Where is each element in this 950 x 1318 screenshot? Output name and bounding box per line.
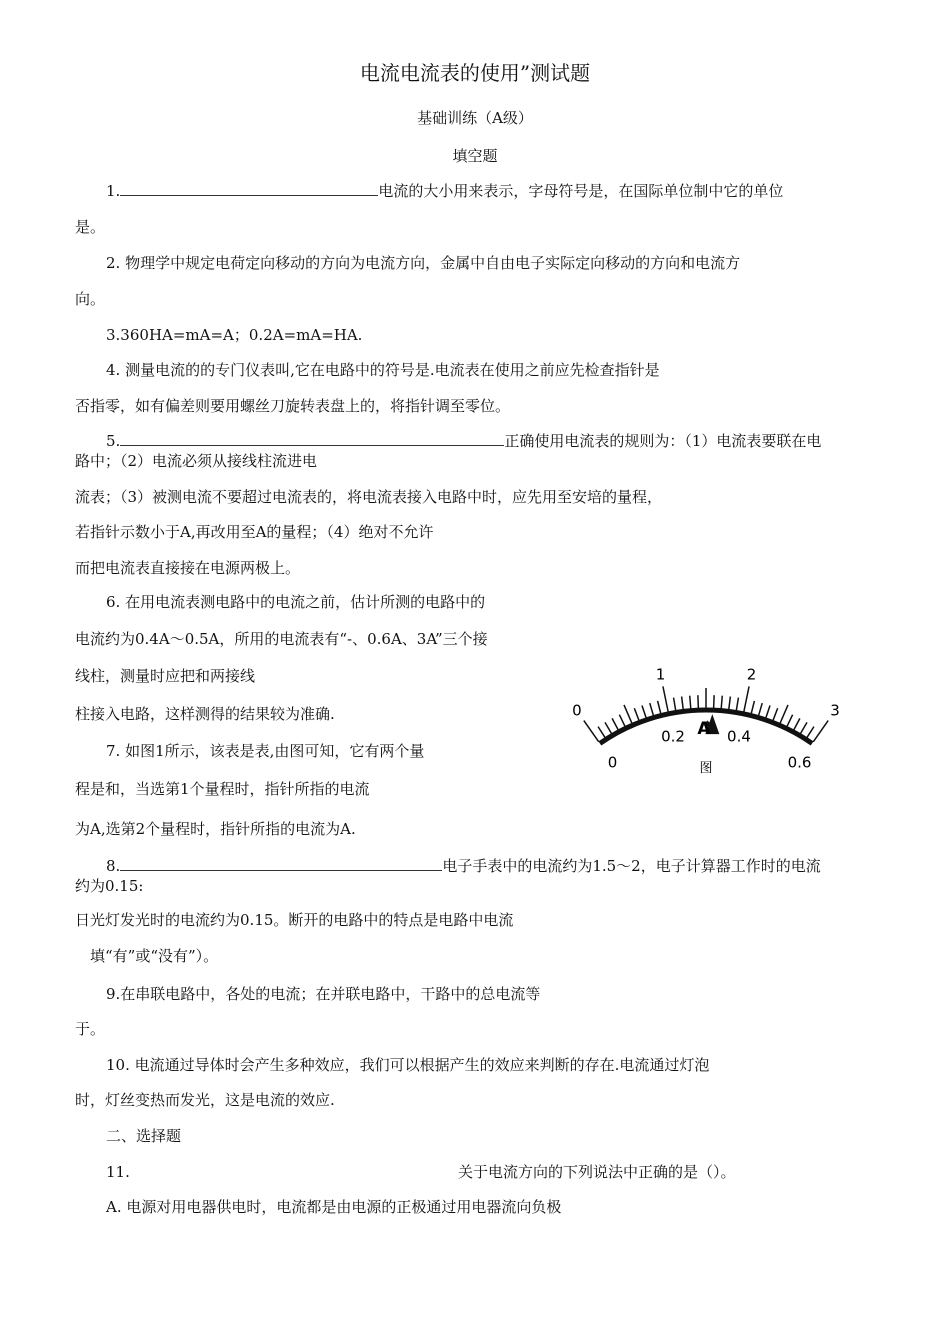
dial-tick [584, 721, 599, 742]
dial-tick [612, 718, 618, 729]
question-text: 电子手表中的电流约为1.5～2，电子计算器工作时的电流 [442, 857, 821, 875]
dial-tick [634, 708, 639, 720]
question-2-cont: 向。 [75, 290, 106, 308]
question-5-line2: 路中；（2）电流必须从接线柱流进电 [75, 452, 318, 470]
dial-tick [690, 696, 691, 709]
dial-tick [698, 695, 699, 708]
dial-tick [619, 715, 625, 727]
dial-tick [787, 715, 793, 727]
dial-tick [800, 722, 807, 733]
dial-tick [780, 705, 788, 723]
dial-tick [714, 695, 715, 708]
question-5-line4: 若指针示数小于A,再改用至A的量程；（4）绝对不允许 [75, 523, 434, 541]
bottom-scale-label: 0.6 [787, 753, 812, 772]
section-multiple-choice: 二、选择题 [106, 1127, 182, 1145]
question-8-line3: 日光灯发光时的电流约为0.15。断开的电路中的特点是电路中电流 [75, 911, 514, 929]
question-5-line3: 流表；（3）被测电流不要超过电流表的，将电流表接入电路中时，应先用至安培的量程， [75, 488, 663, 506]
question-1-cont: 是。 [75, 218, 106, 236]
dial-tick [598, 727, 605, 738]
dial-tick [766, 706, 770, 718]
dial-tick [773, 708, 778, 720]
question-3: 3.360HA=mA=A；0.2A=mA=HA. [106, 326, 363, 344]
question-text: 正确使用电流表的规则为：（1）电流表要联在电 [504, 432, 822, 450]
dial-tick [736, 698, 738, 711]
question-number: 5. [106, 432, 121, 450]
question-5-line5: 而把电流表直接接在电源两极上。 [75, 559, 301, 577]
answer-blank[interactable] [120, 856, 442, 871]
section-fill-in: 填空题 [452, 147, 498, 165]
meter-unit-label: A [697, 719, 711, 739]
dial-tick [759, 703, 763, 715]
dial-tick [744, 686, 749, 711]
top-scale-label: 1 [655, 665, 666, 684]
question-8-line4: 填“有”或“没有”）。 [90, 947, 219, 965]
question-4: 4. 测量电流的的专门仪表叫,它在电路中的符号是.电流表在使用之前应先检查指针是 [106, 361, 660, 379]
question-7-line3: 为A,选第2个量程时，指针所指的电流为A. [75, 820, 356, 838]
top-scale-label: 2 [746, 665, 757, 684]
dial-tick [794, 718, 800, 729]
question-11-option-a: A. 电源对用电器供电时，电流都是由电源的正极通过用电器流向负极 [106, 1198, 562, 1216]
bottom-scale-label: 0.4 [727, 727, 751, 746]
question-6: 6. 在用电流表测电路中的电流之前，估计所测的电路中的 [106, 593, 486, 611]
question-number: 1. [106, 182, 121, 200]
top-scale-label: 0 [572, 701, 582, 720]
question-4-cont: 否指零，如有偏差则要用螺丝刀旋转表盘上的，将指针调至零位。 [75, 397, 511, 415]
question-6-line2: 电流约为0.4A～0.5A，所用的电流表有“-、0.6A、3A”三个接 [75, 630, 488, 648]
question-11-number: 11. [106, 1163, 130, 1181]
page-title: 电流电流表的使用”测试题 [359, 61, 591, 85]
question-6-line3: 线柱，测量时应把和两接线 [75, 667, 256, 685]
dial-tick [674, 698, 676, 711]
question-2: 2. 物理学中规定电荷定向移动的方向为电流方向，金属中自由电子实际定向移动的方向和电流方 [106, 254, 741, 272]
dial-tick [624, 705, 632, 723]
question-11: 关于电流方向的下列说法中正确的是（）。 [458, 1163, 736, 1181]
dial-tick [650, 703, 654, 715]
question-10: 10. 电流通过导体时会产生多种效应，我们可以根据产生的效应来判断的存在.电流通过灯泡 [106, 1056, 710, 1074]
dial-tick [605, 722, 612, 733]
dial-tick [807, 727, 814, 738]
dial-tick [658, 701, 661, 714]
dial-tick [721, 696, 722, 709]
ammeter-dial-figure [540, 600, 880, 780]
question-6-line4: 柱接入电路，这样测得的结果较为准确. [75, 705, 335, 723]
question-number: 8. [106, 857, 121, 875]
dial-tick [663, 686, 668, 711]
question-8-line2: 约为0.15: [75, 877, 144, 895]
dial-tick [642, 706, 646, 718]
figure-caption: 图 [699, 761, 713, 776]
question-10-cont: 时，灯丝变热而发光，这是电流的效应. [75, 1091, 335, 1109]
question-9: 9.在串联电路中，各处的电流；在并联电路中，干路中的总电流等 [106, 985, 541, 1003]
question-1 [106, 181, 783, 201]
question-text: 电流的大小用来表示，字母符号是，在国际单位制中它的单位 [378, 182, 784, 200]
bottom-scale-label: 0 [607, 753, 618, 772]
subtitle: 基础训练（A级） [417, 109, 533, 127]
question-5 [106, 431, 821, 451]
dial-tick [751, 701, 754, 714]
top-scale-label: 3 [830, 701, 840, 720]
question-7: 7. 如图1所示，该表是表,由图可知，它有两个量 [106, 742, 425, 760]
question-8 [106, 856, 821, 876]
dial-tick [729, 696, 731, 709]
question-9-cont: 于。 [75, 1020, 106, 1038]
answer-blank[interactable] [120, 431, 504, 446]
bottom-scale-label: 0.2 [661, 727, 685, 746]
dial-tick [682, 696, 684, 709]
dial-tick [813, 721, 828, 742]
question-7-line2: 程是和，当选第1个量程时，指针所指的电流 [75, 780, 370, 798]
answer-blank[interactable] [120, 181, 378, 196]
